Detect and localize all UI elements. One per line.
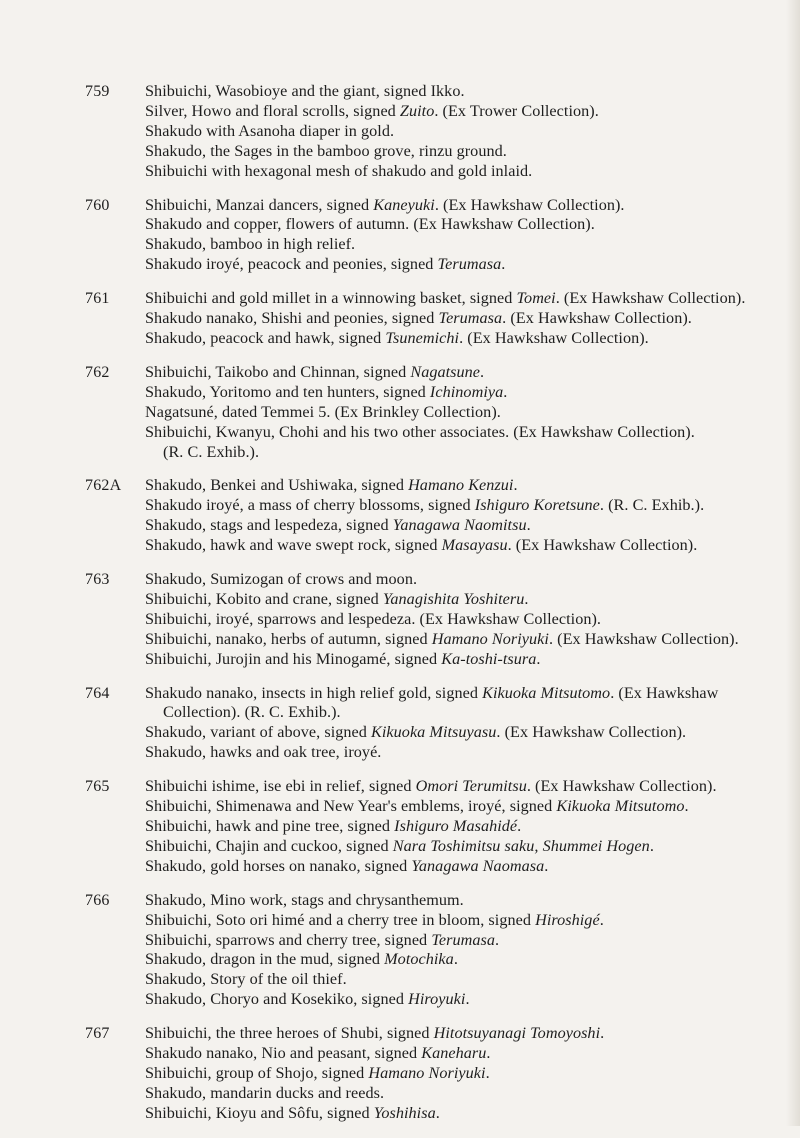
lot-description [145, 891, 795, 1010]
lot-entry [0, 684, 800, 764]
line-text-after: . [485, 1063, 490, 1082]
line-text-after: . [600, 1024, 605, 1043]
line-text: Shibuichi, Wasobioye and the giant, signed Ikko. [145, 82, 465, 100]
line-text-after: . [517, 817, 522, 835]
description-line [145, 630, 795, 650]
signature-name: Tomei [516, 289, 556, 308]
line-text: Shibuichi, Shimenawa and New Year's emblems, iroyé, signed [145, 797, 557, 816]
line-text: Shibuichi ishime, ise ebi in relief, signed [145, 777, 416, 796]
description-line [145, 255, 795, 275]
line-text-after: . [599, 910, 604, 929]
line-text: Shakudo, variant of above, signed [145, 723, 372, 742]
lot-description [145, 196, 795, 276]
lot-number: 765 [85, 778, 110, 796]
line-text: Silver, Howo and floral scrolls, signed [145, 101, 400, 120]
description-line [145, 610, 795, 630]
line-text: Shakudo, peacock and hawk, signed [145, 328, 386, 347]
description-line [145, 650, 795, 670]
signature-name: Yanagawa Naomasa [411, 856, 545, 875]
signature-name: Motochika [384, 950, 454, 969]
lot-description [145, 82, 795, 182]
description-line [145, 536, 795, 556]
lot-number: 767 [85, 1025, 110, 1043]
line-text: Shakudo, Benkei and Ushiwaka, signed [145, 476, 409, 495]
signature-name: Hamano Kenzui [408, 476, 514, 495]
signature-name: Terumasa [438, 309, 503, 328]
line-text: Shakudo, Mino work, stags and chrysanthemum. [145, 890, 464, 909]
line-text-after: . [486, 1044, 491, 1063]
line-text: Shibuichi, Kwanyu, Chohi and his two other associates. (Ex Hawkshaw Collection). [145, 422, 695, 441]
line-text: Shibuichi, group of Shojo, signed [145, 1063, 369, 1082]
line-text: Shibuichi, Chajin and cuckoo, signed [145, 836, 393, 855]
line-text: Shibuichi, Kioyu and Sôfu, signed [145, 1103, 374, 1122]
line-text-after: . [524, 589, 529, 608]
signature-name: Ishiguro Koretsune [474, 496, 600, 515]
line-text: Shibuichi, sparrows and cherry tree, signed [145, 930, 432, 949]
line-text-after: . [501, 255, 506, 274]
lot-number: 760 [85, 196, 110, 214]
description-line [145, 122, 795, 142]
lot-description [145, 363, 795, 463]
line-text: Shakudo, bamboo in high relief. [145, 235, 356, 254]
line-text-after: . (Ex Hawkshaw Collection). [496, 723, 687, 742]
line-text-after: . (Ex Hawkshaw Collection). [502, 309, 692, 328]
lot-entry [0, 570, 800, 670]
line-text: Shibuichi, hawk and pine tree, signed [145, 817, 395, 835]
line-text: Shakudo, gold horses on nanako, signed [145, 856, 412, 875]
description-line [145, 590, 795, 610]
line-text-after: . (R. C. Exhib.). [599, 496, 705, 515]
description-line [145, 743, 795, 763]
line-text-after: . [480, 362, 485, 381]
description-line [145, 215, 795, 235]
line-text-after: . [465, 990, 470, 1009]
line-text: Shakudo nanako, insects in high relief gold, signed [145, 683, 483, 702]
description-line [145, 950, 795, 970]
line-text: Shibuichi, Manzai dancers, signed [145, 195, 374, 214]
line-text: Shakudo, the Sages in the bamboo grove, rinzu ground. [145, 141, 507, 160]
signature-name: Terumasa [431, 930, 495, 949]
line-text-after: . [513, 476, 518, 495]
description-line [145, 970, 795, 990]
signature-name: Yanagawa Naomitsu [392, 516, 527, 535]
line-text: Shakudo, hawks and oak tree, iroyé. [145, 743, 382, 762]
line-text: Shakudo iroyé, a mass of cherry blossoms, signed [145, 496, 475, 515]
signature-name: Ishiguro Masahidé [394, 817, 518, 835]
line-text: Shibuichi, Kobito and crane, signed [145, 589, 383, 608]
description-line [145, 196, 795, 216]
line-text: Shakudo, Sumizogan of crows and moon. [145, 570, 418, 589]
lot-entry [0, 196, 800, 276]
description-line [145, 1024, 795, 1044]
description-line [145, 423, 795, 443]
description-line [145, 931, 795, 951]
description-line [145, 684, 795, 704]
line-text: (R. C. Exhib.). [163, 442, 260, 461]
line-text-after: . (Ex Hawkshaw [610, 683, 719, 702]
lot-number: 766 [85, 891, 110, 909]
line-text: Shibuichi, Jurojin and his Minogamé, signed [145, 649, 442, 668]
signature-name: Hitotsuyanagi Tomoyoshi [433, 1024, 601, 1043]
description-line [145, 403, 795, 423]
description-line [145, 990, 795, 1010]
description-line [145, 289, 795, 309]
description-line [145, 1104, 795, 1124]
description-line [145, 383, 795, 403]
line-text: Shibuichi with hexagonal mesh of shakudo and gold inlaid. [145, 161, 533, 180]
signature-name: Terumasa [437, 255, 502, 274]
line-text: Shakudo, Choryo and Kosekiko, signed [145, 990, 409, 1009]
signature-name: Hamano Noriyuki [431, 629, 549, 648]
description-line [145, 476, 795, 496]
description-line [145, 142, 795, 162]
signature-name: Kikuoka Mitsutomo [556, 797, 685, 816]
signature-name: Yanagishita Yoshiteru [382, 589, 525, 608]
line-text: Shakudo, dragon in the mud, signed [145, 950, 385, 969]
signature-name: Hiroyuki [408, 990, 466, 1009]
line-text: Shakudo iroyé, peacock and peonies, signed [145, 255, 438, 274]
signature-name: Hamano Noriyuki [368, 1063, 486, 1082]
line-text-after: . [453, 950, 458, 969]
description-line [145, 797, 795, 817]
signature-name: Hiroshigé [535, 910, 600, 929]
line-text: Nagatsuné, dated Temmei 5. (Ex Brinkley Collection). [145, 402, 501, 421]
signature-name: Yoshihisa [373, 1103, 436, 1122]
lot-description [145, 1024, 795, 1124]
line-text-after: . (Ex Trower Collection). [434, 101, 599, 120]
description-line [145, 496, 795, 516]
signature-name: Ka-toshi-tsura [441, 649, 537, 668]
lot-description [145, 570, 795, 670]
description-line [145, 723, 795, 743]
lot-entry [0, 363, 800, 463]
lot-entry [0, 289, 800, 349]
signature-name: Ichinomiya [429, 382, 504, 401]
line-text-after: . [536, 649, 541, 668]
line-text-after: . [684, 797, 689, 816]
line-text: Shibuichi, Soto ori himé and a cherry tree in bloom, signed [145, 910, 536, 929]
line-text-after: . [649, 836, 654, 855]
signature-name: Nara Toshimitsu saku, Shummei Hogen [392, 836, 650, 855]
lot-description [145, 476, 795, 556]
description-line [145, 1064, 795, 1084]
signature-name: Tsunemichi [385, 328, 460, 347]
description-line [145, 891, 795, 911]
signature-name: Kaneyuki [373, 195, 435, 214]
description-line [145, 82, 795, 102]
description-line [145, 443, 795, 463]
description-line [145, 309, 795, 329]
line-text: Shakudo, hawk and wave swept rock, signed [145, 536, 442, 555]
description-line [145, 857, 795, 877]
line-text-after: . (Ex Hawkshaw Collection). [555, 289, 746, 308]
lot-entry [0, 891, 800, 1010]
line-text-after: . [435, 1103, 440, 1122]
description-line [145, 703, 795, 723]
line-text-after: . (Ex Hawkshaw Collection). [526, 777, 717, 796]
lot-entry [0, 476, 800, 556]
line-text: Shakudo, mandarin ducks and reeds. [145, 1083, 385, 1102]
lot-number: 762 [85, 363, 110, 381]
lot-number: 764 [85, 684, 110, 702]
description-line [145, 837, 795, 857]
line-text: Shakudo and copper, flowers of autumn. (Ex Hawkshaw Collection). [145, 215, 595, 234]
line-text: Shibuichi, the three heroes of Shubi, signed [145, 1024, 434, 1043]
line-text: Shakudo, stags and lespedeza, signed [145, 516, 393, 535]
lot-entry [0, 777, 800, 877]
line-text-after: . [503, 382, 508, 401]
line-text-after: . (Ex Hawkshaw Collection). [459, 328, 649, 347]
line-text: Shibuichi, nanako, herbs of autumn, signed [145, 629, 432, 648]
description-line [145, 329, 795, 349]
lot-number: 762A [85, 477, 122, 495]
description-line [145, 1044, 795, 1064]
lot-description [145, 684, 795, 764]
lot-number: 761 [85, 290, 110, 308]
signature-name: Omori Terumitsu [415, 777, 527, 796]
line-text: Shibuichi, Taikobo and Chinnan, signed [145, 362, 411, 381]
line-text: Shakudo with Asanoha diaper in gold. [145, 121, 395, 140]
description-line [145, 516, 795, 536]
line-text: Shakudo nanako, Nio and peasant, signed [145, 1044, 422, 1063]
description-line [145, 102, 795, 122]
signature-name: Zuito [399, 101, 435, 120]
signature-name: Kikuoka Mitsutomo [482, 683, 611, 702]
line-text-after: . (Ex Hawkshaw Collection). [434, 195, 625, 214]
description-line [145, 235, 795, 255]
line-text: Collection). (R. C. Exhib.). [163, 703, 341, 722]
lot-entry [0, 1024, 800, 1124]
description-line [145, 911, 795, 931]
description-line [145, 817, 795, 837]
line-text: Shibuichi and gold millet in a winnowing basket, signed [145, 289, 517, 308]
line-text: Shibuichi, iroyé, sparrows and lespedeza. (Ex Hawkshaw Collection). [145, 609, 602, 628]
catalogue-page [0, 82, 800, 1138]
signature-name: Masayasu [441, 536, 508, 555]
lot-description [145, 289, 795, 349]
line-text: Shakudo, Story of the oil thief. [145, 970, 347, 989]
signature-name: Kikuoka Mitsuyasu [371, 723, 497, 742]
description-line [145, 570, 795, 590]
description-line [145, 363, 795, 383]
line-text-after: . [494, 930, 500, 949]
signature-name: Nagatsune [410, 362, 481, 381]
line-text-after: . (Ex Hawkshaw Collection). [548, 629, 739, 648]
lot-number: 763 [85, 571, 110, 589]
lot-description [145, 777, 795, 877]
line-text-after: . [526, 516, 531, 535]
line-text-after: . [544, 856, 549, 875]
lot-number: 759 [85, 83, 110, 100]
description-line [145, 777, 795, 797]
description-line [145, 162, 795, 182]
lot-entry [0, 82, 800, 182]
line-text: Shakudo nanako, Shishi and peonies, signed [145, 309, 439, 328]
description-line [145, 1084, 795, 1104]
signature-name: Kaneharu [421, 1044, 487, 1063]
line-text-after: . (Ex Hawkshaw Collection). [507, 536, 698, 555]
line-text: Shakudo, Yoritomo and ten hunters, signed [145, 382, 430, 401]
